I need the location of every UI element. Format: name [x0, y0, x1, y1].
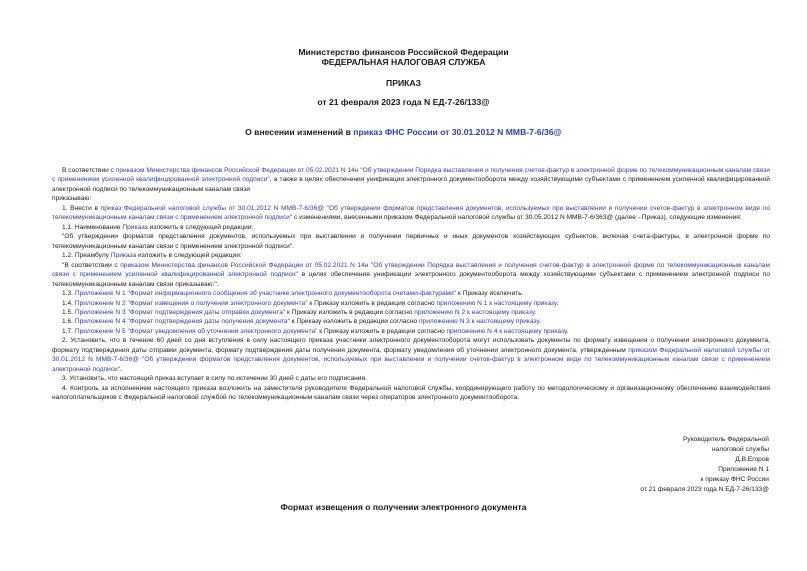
service-title: ФЕДЕРАЛЬНАЯ НАЛОГОВАЯ СЛУЖБА: [321, 57, 486, 67]
item-1-4: [52, 299, 770, 308]
item-1-3-lead: 1.3.: [62, 290, 75, 298]
item-1-7-end: .: [566, 327, 569, 335]
item-1-2-quote-rest: в целях обеспечения унификации электронного документооборота между хозяйствующими субъектами с применением электронной подписи по телекоммуникационным каналам связи приказываю:".: [52, 271, 770, 288]
item-1-1-rest: изложить в следующей редакции:: [147, 223, 254, 231]
item-1-lead: 1. Внести в: [62, 205, 101, 212]
signature-position-1: Руководитель Федеральной: [683, 436, 769, 443]
doc-date-number: от 21 февраля 2023 года N ЕД-7-26/133@: [317, 97, 490, 107]
item-1-4-mid: к Приказу изложить в редакции согласно: [307, 299, 437, 307]
item-1-7-link2[interactable]: приложению N 4 к настоящему приказу: [446, 327, 567, 335]
preamble-link[interactable]: приказом Министерства финансов Российской Федерации от 05.02.2021 N 14н "Об утверждении Порядка выставления и получения счетов-фактур в электронной форме по телекоммуникационным каналам связи с применением усиленной квалифицированной электронной подписи": [52, 167, 770, 184]
item-1: [52, 204, 770, 223]
item-1-3-rest: к Приказу исключить.: [456, 290, 524, 298]
item-1-6: [52, 317, 770, 326]
item-1-1-quote: "Об утверждении форматов представления документов, используемых при выставлении и получении первичных и иных документов хозяйствующих субъектов, включая счета-фактуры, в электронной форме по телекоммуникационным каналам связи с применением электронной подписи".: [52, 233, 770, 250]
appendix-label: Приложение N 1: [718, 465, 769, 473]
preamble-rest: , а также в целях обеспечения унификации электронного документооборота между хозяйствующими субъектами с применением усиленной квалифицированной электронной подписи по телекоммуникационным каналам связи: [52, 176, 770, 193]
preamble-lead: В соответствии с: [62, 167, 116, 174]
appendix-date: от 21 февраля 2023 года N ЕД-7-26/133@: [640, 485, 769, 493]
item-1-1-link[interactable]: Приказа: [122, 223, 148, 231]
item-1-2-lead: 1.2. Преамбулу: [62, 252, 111, 260]
signature-name: Д.В.Егоров: [735, 455, 769, 463]
subject-link[interactable]: приказ ФНС России от 30.01.2012 N ММВ-7-6/36@: [353, 127, 562, 137]
items-block: [52, 204, 770, 403]
item-1-6-link2[interactable]: приложению N 3 к настоящему приказу: [418, 318, 540, 326]
doc-subject: [0, 127, 807, 137]
item-1-2-link[interactable]: Приказа: [110, 252, 137, 260]
item-1-2-quote-lead: "В соответствии с: [62, 261, 121, 269]
item-2-link[interactable]: приказом Федеральной налоговой службы от 30.01.2012 N ММВ-7-6/36@ "Об утверждении форматов представления документов, используемых при выставлении и получении счетов-фактур в электронном виде по телекоммуникационным каналам связи с применением электронной подписи": [52, 346, 770, 373]
item-1-5-end: .: [534, 308, 537, 316]
item-1-5-link[interactable]: Приложение N 3 "Формат подтверждения даты отправки документа": [74, 308, 286, 316]
subject-prefix: О внесении изменений в: [245, 127, 354, 137]
item-1-7-link[interactable]: Приложение N 5 "Формат уведомления об уточнении электронного документа": [74, 327, 318, 335]
appendix-title: Формат извещения о получении электронного документа: [280, 502, 527, 512]
item-1-7-lead: 1.7.: [62, 327, 75, 335]
ministry-title: Министерство финансов Российской Федерации: [298, 47, 509, 57]
signature-position-2: налоговой службы: [712, 445, 769, 453]
item-1-3: [52, 289, 770, 298]
item-1-2-quote: [52, 261, 770, 289]
preamble: [52, 166, 770, 204]
order-word: приказываю:: [52, 195, 92, 203]
item-1-5-link2[interactable]: приложению N 2 к настоящему приказу: [414, 308, 535, 316]
item-1-4-end: .: [556, 299, 559, 307]
item-1-6-lead: 1.6.: [62, 318, 75, 326]
item-1-2: [52, 251, 770, 260]
doc-type: ПРИКАЗ: [386, 78, 421, 88]
item-2-end: .: [120, 365, 122, 373]
item-1-1: [52, 223, 770, 232]
item-1-6-mid: к Приказу изложить в редакции согласно: [289, 318, 419, 326]
item-1-4-link2[interactable]: приложению N 1 к настоящему приказу: [436, 299, 557, 307]
item-1-6-link[interactable]: Приложение N 4 "Формат подтверждения даты получения документа": [74, 318, 290, 326]
item-1-5: [52, 308, 770, 317]
item-3: 3. Установить, что настоящий приказ вступает в силу по истечении 30 дней с даты его подписания.: [62, 375, 367, 383]
appendix-ref: к приказу ФНС России: [700, 475, 769, 483]
item-1-4-lead: 1.4.: [62, 299, 75, 307]
item-1-2-quote-link[interactable]: приказом Министерства финансов Российской Федерации от 05.02.2021 N 14н "Об утверждении Порядка выставления и получения счетов-фактур в электронной форме по телекоммуникационным каналам связи с применением усиленной квалифицированной электронной подписи": [52, 261, 771, 279]
item-1-rest: с изменениями, внесенными приказом Федеральной налоговой службы от 30.05.2012 N ММВ-7-6/363@ (далее - Приказ), следующие изменения:: [292, 214, 742, 222]
item-1-7: [52, 327, 770, 336]
item-1-2-rest: изложить в следующей редакции:: [136, 252, 242, 260]
item-1-5-lead: 1.5.: [62, 308, 75, 316]
item-1-5-mid: к Приказу изложить в редакции согласно: [285, 308, 415, 316]
item-2: [52, 336, 770, 374]
signature-block: [640, 435, 769, 494]
item-2-lead: 2. Установить, что в течение 60 дней со дня вступления в силу настоящего приказа участники электронного документооборота могут использовать документы по формату извещения о получении электронного документа, формату подтверждения даты отправки документа, формату подтверждения даты получения документа, формату уведомления об уточнении электронного документа, утвержденным: [52, 337, 770, 354]
item-1-6-end: .: [539, 318, 541, 326]
item-1-7-mid: к Приказу изложить в редакции согласно: [317, 327, 447, 335]
item-1-3-link[interactable]: Приложение N 1 "Формат информационного сообщения об участнике электронного документооборота счетами-фактурами": [74, 290, 457, 298]
preamble-paragraph: [52, 166, 770, 194]
item-1-1-lead: 1.1. Наименование: [62, 223, 123, 231]
item-1-4-link[interactable]: Приложение N 2 "Формат извещения о получении электронного документа": [74, 299, 308, 307]
item-1-link[interactable]: приказ Федеральной налоговой службы от 30.01.2012 N ММВ-7-6/36@ "Об утверждении форматов представления документов, используемых при выставлении и получении счетов-фактур в электронном виде по телекоммуникационным каналам связи с применением электронной подписи": [52, 205, 770, 222]
item-4: 4. Контроль за исполнением настоящего приказа возложить на заместителя руководителя Федеральной налоговой службы, координирующего работу по методологическому и организационному обеспечению взаимодействия налогоплательщиков с Федеральной налоговой службой по телекоммуникационным каналам связи через операторов электронного документооборота.: [52, 384, 770, 402]
